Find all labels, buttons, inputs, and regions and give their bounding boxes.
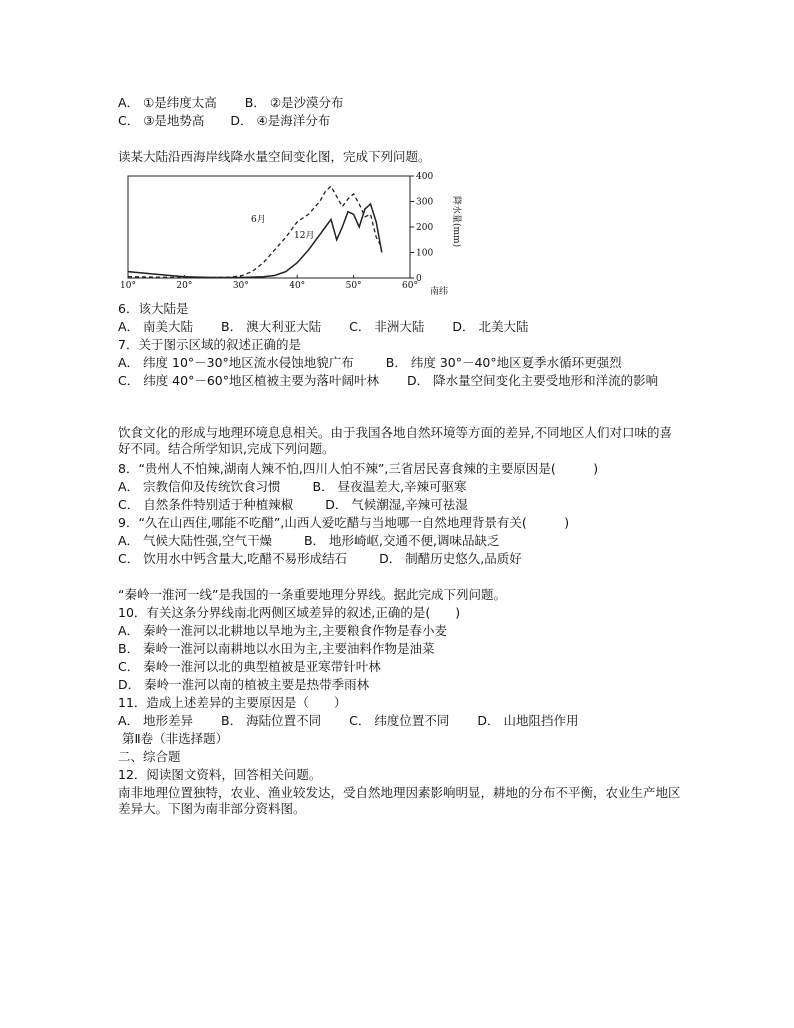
y-tick-label: 0 [416,274,422,284]
q11-options [118,713,578,729]
q11-stem: 11．造成上述差异的主要原因是（ ） [118,695,347,710]
qinling-intro: “秦岭一淮河一线”是我国的一条重要地理分界线。据此完成下列问题。 [118,587,506,602]
q11-option-b[interactable]: B． 海陆位置不同 [221,713,322,728]
x-tick-label: 30° [232,281,249,291]
x-tick-label: 40° [289,281,306,291]
q9-option-a[interactable]: A． 气候大陆性强,空气干燥 [118,533,272,548]
q5-option-d[interactable]: D． ④是海洋分布 [230,113,331,128]
q7-option-d[interactable]: D． 降水量空间变化主要受地形和洋流的影响 [407,373,659,388]
q9-options-row-2 [118,551,522,567]
q10-option-c[interactable]: C． 秦岭一淮河以北的典型植被是亚寒带针叶林 [118,659,381,674]
q6-option-b[interactable]: B． 澳大利亚大陆 [221,319,322,334]
q11-option-a[interactable]: A． 地形差异 [118,713,194,728]
x-tick-label: 50° [345,281,362,291]
y-tick-label: 100 [416,248,434,259]
q11-option-c[interactable]: C． 纬度位置不同 [349,713,450,728]
q9-option-b[interactable]: B． 地形崎岖,交通不便,调味品缺乏 [303,533,500,548]
q9-option-d[interactable]: D． 制醋历史悠久,品质好 [379,551,522,566]
q8-option-a[interactable]: A． 宗教信仰及传统饮食习惯 [118,479,281,494]
q9-option-c[interactable]: C． 饮用水中钙含量大,吃醋不易形成结石 [118,551,348,566]
q6-option-c[interactable]: C． 非洲大陆 [349,319,425,334]
q5-option-c[interactable]: C． ③是地势高 [118,113,205,128]
q7-option-a[interactable]: A． 纬度 10°－30°地区流水侵蚀地貌广布 [118,355,354,370]
q10-option-b[interactable]: B． 秦岭一淮河以南耕地以水田为主,主要油料作物是油菜 [118,641,435,656]
q9-stem: 9．“久在山西住,哪能不吃醋”,山西人爱吃醋与当地哪一自然地理背景有关( ) [118,515,570,530]
q7-stem: 7．关于图示区域的叙述正确的是 [118,337,301,352]
q12-stem: 12．阅读图文资料，回答相关问题。 [118,767,322,782]
q7-option-b[interactable]: B． 纬度 30°－40°地区夏季水循环更强烈 [385,355,622,370]
q8-stem: 8．“贵州人不怕辣,湖南人辣不怕,四川人怕不辣”,三省居民喜食辣的主要原因是( ) [118,461,599,476]
x-tick-label: 20° [176,281,193,291]
q7-options-row-2 [118,373,684,389]
y-axis-label: 降水量(mm) [451,196,461,248]
series-june-line [128,186,382,277]
q11-option-d[interactable]: D． 山地阻挡作用 [477,713,579,728]
q12-text: 南非地理位置独特，农业、渔业较发达，受自然地理因素影响明显，耕地的分布不平衡，农业生产地区差异大。下图为南非部分资料图。 [118,785,681,816]
series-december-label: 12月 [294,231,315,241]
q9-options-row-1 [118,533,499,549]
y-tick-label: 300 [416,197,434,208]
q7-options-row-1 [118,355,622,371]
x-tick-label: 60° [402,281,418,291]
chart-intro: 读某大陆沿西海岸线降水量空间变化图，完成下列问题。 [118,149,431,164]
y-tick-label: 200 [416,223,434,233]
q8-option-d[interactable]: D． 气候潮湿,辛辣可祛湿 [325,497,468,512]
q8-options-row-2 [118,497,468,513]
series-june-label: 6月 [251,215,266,225]
q8-option-c[interactable]: C． 自然条件特别适于种植辣椒 [118,497,294,512]
q6-options [118,319,528,335]
q6-option-a[interactable]: A． 南美大陆 [118,319,194,334]
y-tick-label: 400 [416,172,434,182]
food-intro: 饮食文化的形成与地理环境息息相关。由于我国各地自然环境等方面的差异,不同地区人们对口味的喜好不同。结合所学知识,完成下列问题。 [118,425,672,456]
x-axis-label: 南纬 [430,287,449,297]
q6-stem: 6．该大陆是 [118,301,189,316]
q10-option-a[interactable]: A． 秦岭一淮河以北耕地以旱地为主,主要粮食作物是春小麦 [118,623,447,638]
q7-option-c[interactable]: C． 纬度 40°－60°地区植被主要为落叶阔叶林 [118,373,379,388]
q8-option-b[interactable]: B． 昼夜温差大,辛辣可驱寒 [312,479,467,494]
precipitation-chart [108,168,468,298]
x-tick-label: 10° [120,281,136,291]
q5-options-row-2 [118,113,330,129]
section-volume-title: 第Ⅱ卷（非选择题） [122,731,229,746]
q5-option-b[interactable]: B． ②是沙漠分布 [244,95,344,110]
q5-option-a[interactable]: A． ①是纬度太高 [118,95,217,110]
plot-frame [128,176,410,278]
q10-stem: 10．有关这条分界线南北两侧区域差异的叙述,正确的是( ) [118,605,461,620]
q6-option-d[interactable]: D． 北美大陆 [452,319,529,334]
section-two-title: 二、综合题 [118,749,181,764]
q5-options-row-1 [118,95,344,111]
q8-options-row-1 [118,479,467,495]
q10-option-d[interactable]: D． 秦岭一淮河以南的植被主要是热带季雨林 [118,677,370,692]
